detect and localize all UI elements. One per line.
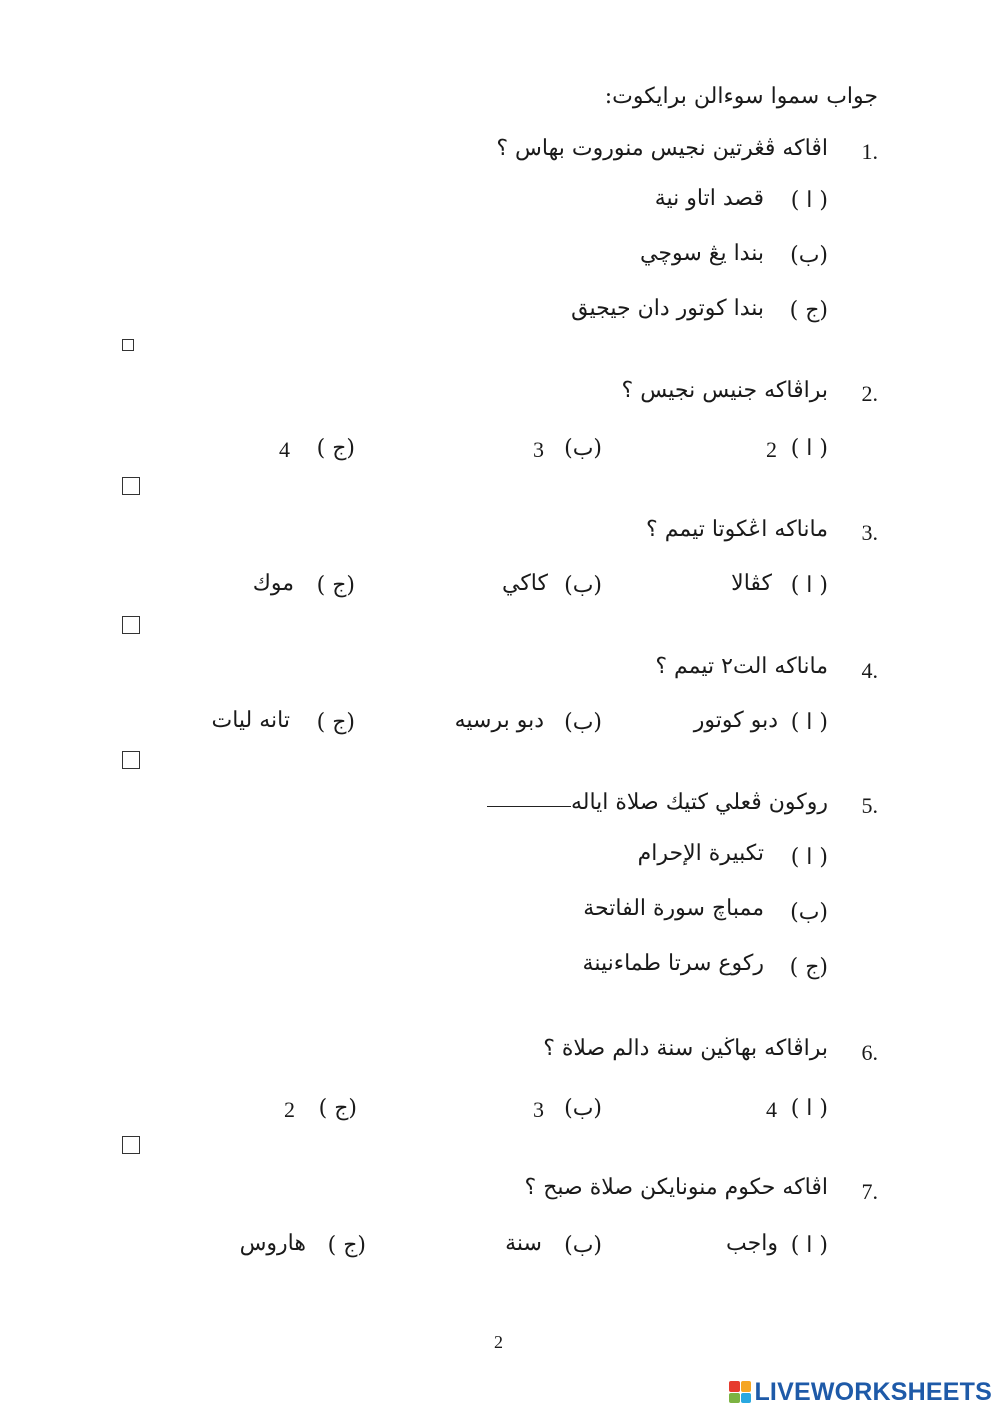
q3-option-b-label: (ب) <box>564 573 602 598</box>
q4-option-b-label: (ب) <box>564 710 602 735</box>
q5-option-c-text: ركوع سرتا طماءنينة <box>582 951 764 976</box>
q1-option-b-text: بندا يڠ سوچي <box>640 241 764 266</box>
q3-option-a-label: ( ا ) <box>790 573 828 598</box>
logo-square-red <box>729 1381 740 1392</box>
question-5-number: 5. <box>861 793 878 818</box>
q7-option-b-text: سنة <box>505 1231 542 1256</box>
q3-option-c-text: موك <box>252 571 294 596</box>
q6-option-c-label: (ج ) <box>318 1096 357 1121</box>
q1-option-c-text: بندا كوتور دان جيجيق <box>571 296 764 321</box>
question-4-text: ماناكه الت٢ تيمم ؟ <box>655 654 828 679</box>
q2-option-c-text: 4 <box>279 437 290 462</box>
q7-option-c-text: هاروس <box>239 1231 306 1256</box>
q5-option-a-label: ( ا ) <box>790 845 828 870</box>
q5-option-b-text: ممباچ سورة الفاتحة <box>583 896 764 921</box>
fill-in-blank[interactable] <box>487 806 571 807</box>
q2-option-b-label: (ب) <box>564 436 602 461</box>
question-3-number: 3. <box>861 520 878 545</box>
q2-option-a-label: ( ا ) <box>790 436 828 461</box>
q6-option-a-text: 4 <box>766 1097 777 1122</box>
question-7-text: اڤاكه حكوم منونايكن صلاة صبح ؟ <box>524 1175 828 1200</box>
brand-name: LIVEWORKSHEETS <box>754 1377 992 1406</box>
q5-option-a-text: تكبيرة الإحرام <box>637 841 764 866</box>
logo-square-orange <box>741 1381 752 1392</box>
liveworksheets-logo <box>729 1375 992 1409</box>
q3-option-b-text: كاكي <box>502 571 548 596</box>
question-2-text: براڤاكه جنيس نجيس ؟ <box>621 378 828 403</box>
question-1-text: اڤاكه ڤڠرتين نجيس منوروت بهاس ؟ <box>496 136 828 161</box>
q7-option-c-label: (ج ) <box>327 1233 366 1258</box>
q5-option-c-label: (ج ) <box>789 955 828 980</box>
q2-option-a-text: 2 <box>766 437 777 462</box>
q2-option-c-label: (ج ) <box>316 436 355 461</box>
question-1-number: 1. <box>861 139 878 164</box>
instruction-text: جواب سموا سوءالن برايكوت: <box>604 84 878 109</box>
page-number: 2 <box>494 1332 503 1352</box>
q1-option-b-label: (ب) <box>790 243 828 268</box>
question-5-text <box>485 790 828 815</box>
q6-option-b-text: 3 <box>533 1097 544 1122</box>
q3-option-a-text: كڤالا <box>731 571 772 596</box>
logo-square-green <box>729 1393 740 1404</box>
q4-option-b-text: دبو برسيه <box>454 708 544 733</box>
q7-option-a-label: ( ا ) <box>790 1233 828 1258</box>
liveworksheets-logo-icon <box>729 1381 751 1403</box>
q3-option-c-label: (ج ) <box>316 573 355 598</box>
q4-option-c-label: (ج ) <box>316 710 355 735</box>
q4-option-a-label: ( ا ) <box>790 710 828 735</box>
q6-option-c-text: 2 <box>284 1097 295 1122</box>
question-2-number: 2. <box>861 381 878 406</box>
q6-option-b-label: (ب) <box>564 1096 602 1121</box>
q4-option-a-text: دبو كوتور <box>693 708 778 733</box>
q1-option-a-label: ( ا ) <box>790 188 828 213</box>
q2-option-b-text: 3 <box>533 437 544 462</box>
q1-option-c-label: (ج ) <box>789 298 828 323</box>
question-3-text: ماناكه اڠكوتا تيمم ؟ <box>646 517 828 542</box>
question-5-text-content: روكون ڤعلي كتيك صلاة اياله <box>570 790 828 815</box>
q4-option-c-text: تانه ليات <box>211 708 290 733</box>
question-4-number: 4. <box>861 658 878 683</box>
q3-answer-checkbox[interactable] <box>122 616 140 634</box>
question-6-number: 6. <box>861 1040 878 1065</box>
logo-square-blue <box>741 1393 752 1404</box>
q6-option-a-label: ( ا ) <box>790 1096 828 1121</box>
q2-answer-checkbox[interactable] <box>122 477 140 495</box>
question-6-text: براڤاكه بهاڬين سنة دالم صلاة ؟ <box>543 1036 828 1061</box>
q6-answer-checkbox[interactable] <box>122 1136 140 1154</box>
q7-option-b-label: (ب) <box>564 1233 602 1258</box>
q1-option-a-text: قصد اتاو نية <box>654 186 764 211</box>
q7-option-a-text: واجب <box>726 1231 778 1256</box>
q5-option-b-label: (ب) <box>790 900 828 925</box>
q1-answer-checkbox[interactable] <box>122 339 134 351</box>
q4-answer-checkbox[interactable] <box>122 751 140 769</box>
question-7-number: 7. <box>861 1179 878 1204</box>
